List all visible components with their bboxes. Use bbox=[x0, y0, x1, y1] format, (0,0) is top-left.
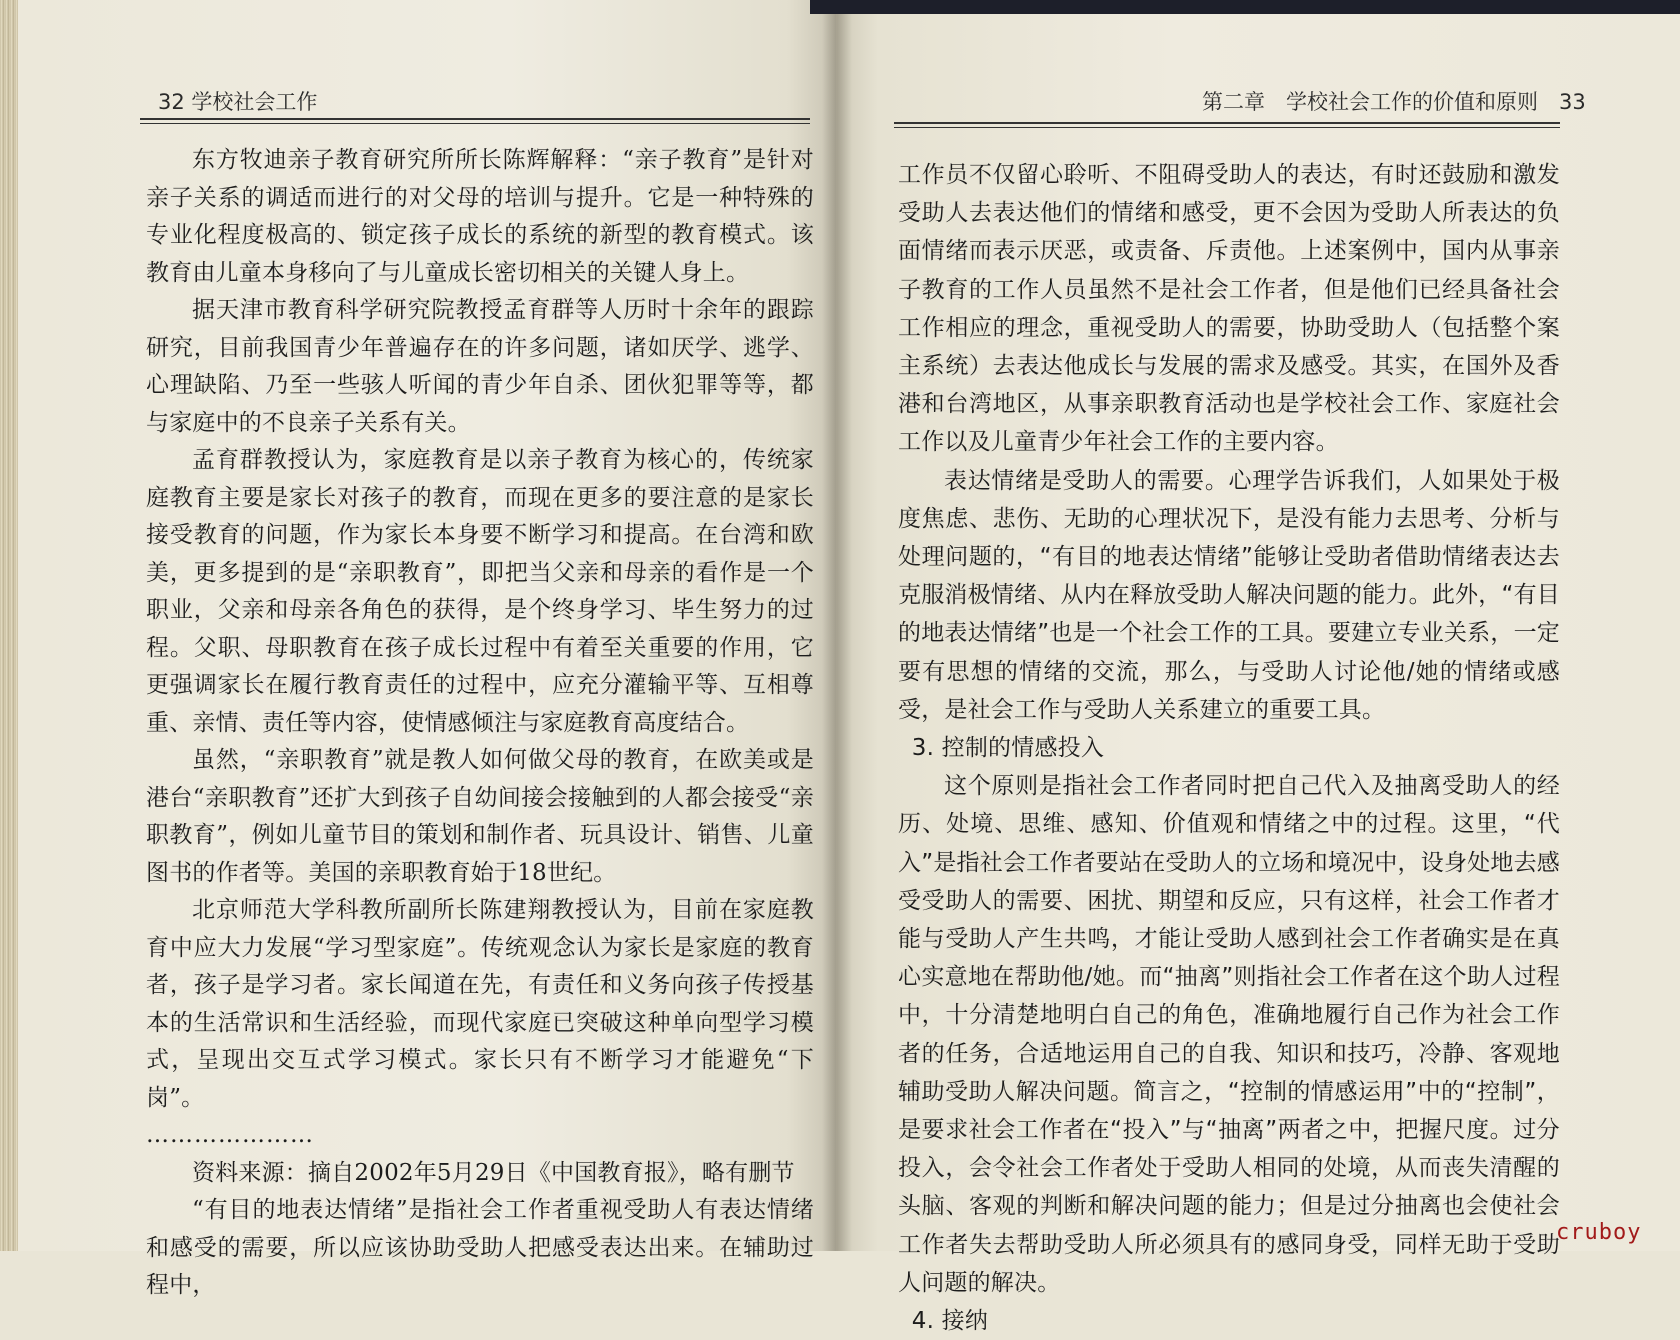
book-gutter bbox=[822, 0, 852, 1251]
paragraph-continuation: 工作员不仅留心聆听、不阻碍受助人的表达，有时还鼓励和激发受助人去表达他们的情绪和感受，更不会因为受助人所表达的负面情绪而表示厌恶，或责备、斥责他。上述案例中，国内从事亲子教育的工作人员虽然不是社会工作者，但是他们已经具备社会工作相应的理念，重视受助人的需要，协助受助人（包括整个案主系统）去表达他成长与发展的需求及感受。其实，在国外及香港和台湾地区，从事亲职教育活动也是学校社会工作、家庭社会工作以及儿童青少年社会工作的主要内容。 bbox=[898, 162, 1560, 456]
ellipsis-separator: ………………… bbox=[146, 1122, 314, 1148]
paragraph: 东方牧迪亲子教育研究所所长陈辉解释：“亲子教育”是针对亲子关系的调适而进行的对父母的培训与提升。它是一种特殊的专业化程度极高的、锁定孩子成长的系统的新型的教育模式。该教育由儿童本身移向了与儿童成长密切相关的关键人身上。 bbox=[146, 147, 814, 286]
paragraph: 这个原则是指社会工作者同时把自己代入及抽离受助人的经历、处境、思维、感知、价值观和情绪之中的过程。这里，“代入”是指社会工作者要站在受助人的立场和境况中，设身处地去感受受助人的需要、困扰、期望和反应，只有这样，社会工作者才能与受助人产生共鸣，才能让受助人感到社会工作者确实是在真心实意地在帮助他/她。而“抽离”则指社会工作者在这个助人过程中，十分清楚地明白自己的角色，准确地履行自己作为社会工作者的任务，合适地运用自己的自我、知识和技巧，冷静、客观地辅助受助人解决问题。简言之，“控制的情感运用”中的“控制”，是要求社会工作者在“投入”与“抽离”两者之中，把握尺度。过分投入，会令社会工作者处于受助人相同的处境，从而丧失清醒的头脑、客观的判断和解决问题的能力；但是过分抽离也会使社会工作者失去帮助受助人所必须具有的感同身受，同样无助于受助人问题的解决。 bbox=[898, 773, 1560, 1296]
source-note: 资料来源：摘自2002年5月29日《中国教育报》，略有删节 bbox=[192, 1159, 795, 1186]
watermark: cruboy bbox=[1556, 1220, 1642, 1245]
paragraph: “有目的地表达情绪”是指社会工作者重视受助人有表达情绪和感受的需要，所以应该协助受助人把感受表达出来。在辅助过程中， bbox=[146, 1197, 814, 1298]
running-head-left: 32 学校社会工作 bbox=[158, 90, 318, 114]
scan-edge bbox=[810, 0, 1680, 14]
paragraph: 表达情绪是受助人的需要。心理学告诉我们，人如果处于极度焦虑、悲伤、无助的心理状况下，是没有能力去思考、分析与处理问题的，“有目的地表达情绪”能够让受助者借助情绪表达去克服消极情绪、从内在释放受助人解决问题的能力。此外，“有目的地表达情绪”也是一个社会工作的工具。要建立专业关系，一定要有思想的情绪的交流，那么，与受助人讨论他/她的情绪或感受，是社会工作与受助人关系建立的重要工具。 bbox=[898, 467, 1560, 723]
paragraph: 孟育群教授认为，家庭教育是以亲子教育为核心的，传统家庭教育主要是家长对孩子的教育，而现在更多的要注意的是家长接受教育的问题，作为家长本身要不断学习和提高。在台湾和欧美，更多提到的是“亲职教育”，即把当父亲和母亲的看作是一个职业，父亲和母亲各角色的获得，是个终身学习、毕生努力的过程。父职、母职教育在孩子成长过程中有着至关重要的作用，它更强调家长在履行教育责任的过程中，应充分灌输平等、互相尊重、亲情、责任等内容，使情感倾注与家庭教育高度结合。 bbox=[146, 447, 814, 736]
left-page-body bbox=[146, 142, 814, 1305]
paragraph: 据天津市教育科学研究院教授孟育群等人历时十余年的跟踪研究，目前我国青少年普遍存在的许多问题，诸如厌学、逃学、心理缺陷、乃至一些骇人听闻的青少年自杀、团伙犯罪等等，都与家庭中的不良亲子关系有关。 bbox=[146, 297, 814, 436]
paragraph: 北京师范大学科教所副所长陈建翔教授认为，目前在家庭教育中应大力发展“学习型家庭”。传统观念认为家长是家庭的教育者，孩子是学习者。家长闻道在先，有责任和义务向孩子传授基本的生活常识和生活经验，而现代家庭已突破这种单向型学习模式，呈现出交互式学习模式。家长只有不断学习才能避免“下岗”。 bbox=[146, 897, 814, 1111]
page-edges bbox=[0, 0, 18, 1251]
section-heading: 3. 控制的情感投入 bbox=[911, 735, 1105, 762]
right-page-body bbox=[898, 156, 1560, 1340]
paragraph: 虽然，“亲职教育”就是教人如何做父母的教育，在欧美或是港台“亲职教育”还扩大到孩子自幼间接会接触到的人都会接受“亲职教育”，例如儿童节目的策划和制作者、玩具设计、销售、儿童图书的作者等。美国的亲职教育始于18世纪。 bbox=[146, 747, 814, 886]
running-head-right: 第二章 学校社会工作的价值和原则 33 bbox=[1202, 90, 1586, 114]
header-rule-left bbox=[140, 118, 810, 120]
header-rule-right-thin bbox=[894, 127, 1560, 128]
header-rule-right bbox=[894, 122, 1560, 124]
header-rule-left-thin bbox=[140, 123, 810, 124]
section-heading: 4. 接纳 bbox=[911, 1308, 989, 1335]
